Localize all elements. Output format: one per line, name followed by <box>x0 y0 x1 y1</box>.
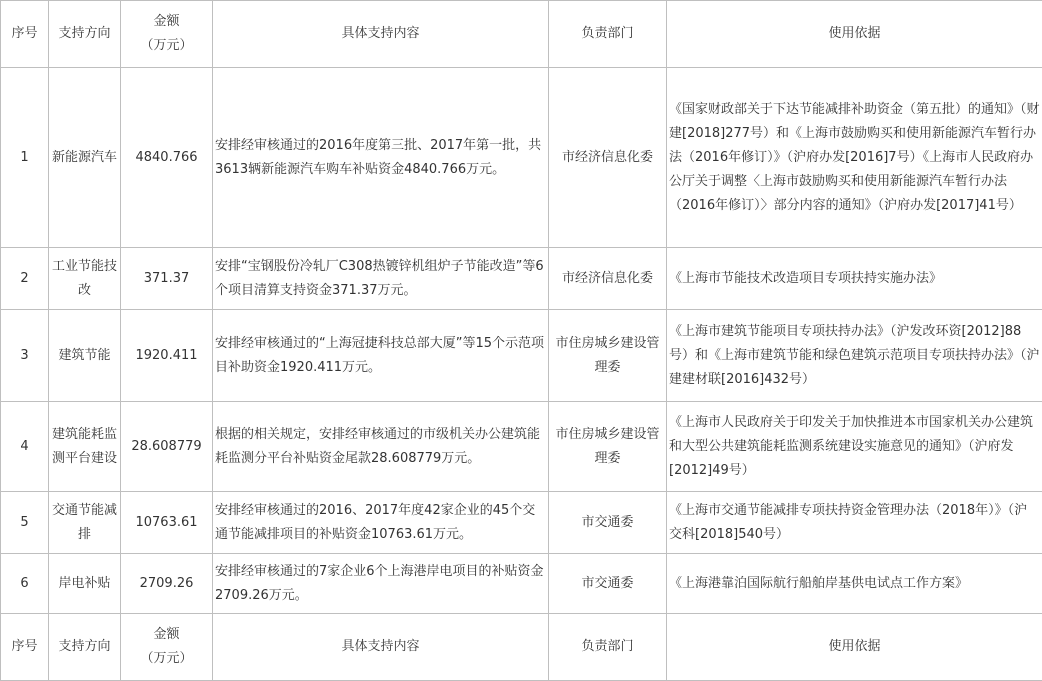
cell-no: 6 <box>1 554 49 614</box>
table-row <box>1 402 1042 492</box>
cell-basis: 《上海市节能技术改造项目专项扶持实施办法》 <box>667 248 1042 310</box>
cell-no: 5 <box>1 492 49 554</box>
table-row <box>1 492 1042 554</box>
cell-dept: 市住房城乡建设管理委 <box>549 402 667 492</box>
cell-basis: 《上海市建筑节能项目专项扶持办法》（沪发改环资[2012]88号）和《上海市建筑节能和绿色建筑示范项目专项扶持办法》（沪建建材联[2016]432号） <box>667 310 1042 402</box>
cell-basis: 《上海市人民政府关于印发关于加快推进本市国家机关办公建筑和大型公共建筑能耗监测系统建设实施意见的通知》（沪府发[2012]49号） <box>667 402 1042 492</box>
cell-content: 安排经审核通过的7家企业6个上海港岸电项目的补贴资金2709.26万元。 <box>213 554 549 614</box>
cell-direction: 建筑节能 <box>49 310 121 402</box>
cell-amount: 1920.411 <box>121 310 213 402</box>
table-row <box>1 554 1042 614</box>
header-direction: 支持方向 <box>49 1 121 68</box>
table-row <box>1 248 1042 310</box>
cell-content: 安排经审核通过的2016、2017年度42家企业的45个交通节能减排项目的补贴资金10763.61万元。 <box>213 492 549 554</box>
header-amount-line1: 金额 <box>153 14 179 29</box>
table-header-row-repeat <box>1 614 1042 681</box>
header-basis: 使用依据 <box>667 1 1042 68</box>
cell-content: 安排经审核通过的2016年度第三批、2017年第一批，共3613辆新能源汽车购车补贴资金4840.766万元。 <box>213 68 549 248</box>
cell-basis: 《上海港靠泊国际航行船舶岸基供电试点工作方案》 <box>667 554 1042 614</box>
table-header-row <box>1 1 1042 68</box>
cell-direction: 新能源汽车 <box>49 68 121 248</box>
header-no: 序号 <box>1 1 49 68</box>
cell-direction: 交通节能减排 <box>49 492 121 554</box>
cell-amount: 4840.766 <box>121 68 213 248</box>
cell-no: 4 <box>1 402 49 492</box>
cell-dept: 市交通委 <box>549 554 667 614</box>
cell-amount: 2709.26 <box>121 554 213 614</box>
cell-amount: 10763.61 <box>121 492 213 554</box>
header-no: 序号 <box>1 614 49 681</box>
cell-content: 安排“宝钢股份冷轧厂C308热镀锌机组炉子节能改造”等6个项目清算支持资金371.37万元。 <box>213 248 549 310</box>
header-basis: 使用依据 <box>667 614 1042 681</box>
cell-content: 根据的相关规定，安排经审核通过的市级机关办公建筑能耗监测分平台补贴资金尾款28.608779万元。 <box>213 402 549 492</box>
cell-dept: 市经济信息化委 <box>549 68 667 248</box>
cell-dept: 市经济信息化委 <box>549 248 667 310</box>
cell-dept: 市交通委 <box>549 492 667 554</box>
table-row <box>1 310 1042 402</box>
cell-no: 2 <box>1 248 49 310</box>
cell-amount: 28.608779 <box>121 402 213 492</box>
cell-basis: 《上海市交通节能减排专项扶持资金管理办法（2018年）》（沪交科[2018]540号） <box>667 492 1042 554</box>
cell-amount: 371.37 <box>121 248 213 310</box>
header-amount <box>121 1 213 68</box>
header-amount-line2: （万元） <box>140 651 192 666</box>
header-amount <box>121 614 213 681</box>
header-amount-line2: （万元） <box>140 38 192 53</box>
header-direction: 支持方向 <box>49 614 121 681</box>
header-amount-line1: 金额 <box>153 627 179 642</box>
header-dept: 负责部门 <box>549 1 667 68</box>
header-dept: 负责部门 <box>549 614 667 681</box>
cell-no: 1 <box>1 68 49 248</box>
cell-no: 3 <box>1 310 49 402</box>
header-content: 具体支持内容 <box>213 1 549 68</box>
table-row <box>1 68 1042 248</box>
cell-basis: 《国家财政部关于下达节能减排补助资金（第五批）的通知》（财建[2018]277号）和《上海市鼓励购买和使用新能源汽车暂行办法（2016年修订）》（沪府办发[2016]7号）《上海市人民政府办公厅关于调整〈上海市鼓励购买和使用新能源汽车暂行办法（2016年修订）〉部分内容的通知》（沪府办发[2017]41号） <box>667 68 1042 248</box>
cell-direction: 岸电补贴 <box>49 554 121 614</box>
cell-direction: 建筑能耗监测平台建设 <box>49 402 121 492</box>
header-content: 具体支持内容 <box>213 614 549 681</box>
cell-content: 安排经审核通过的“上海冠捷科技总部大厦”等15个示范项目补助资金1920.411万元。 <box>213 310 549 402</box>
cell-direction: 工业节能技改 <box>49 248 121 310</box>
cell-dept: 市住房城乡建设管理委 <box>549 310 667 402</box>
